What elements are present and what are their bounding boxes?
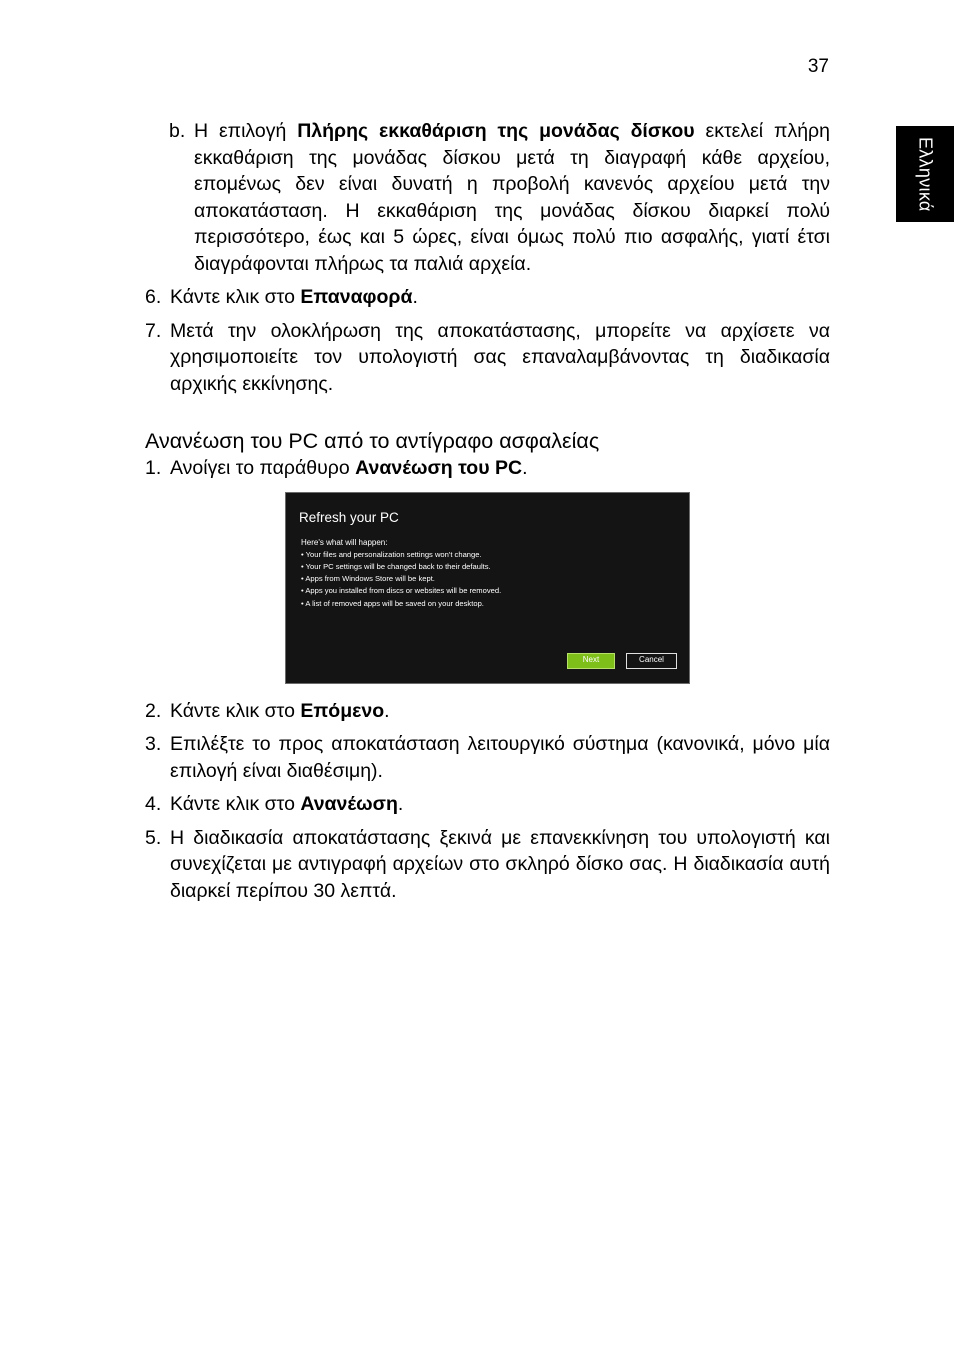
- list-item: • Your PC settings will be changed back to their defaults.: [301, 561, 491, 571]
- list-item: • Your files and personalization settings won't change.: [301, 549, 482, 559]
- page-content: [145, 118, 830, 904]
- list-marker: 4.: [145, 793, 162, 815]
- list-item-6: [145, 284, 830, 311]
- list-text: Κάντε κλικ στο Επαναφορά.: [170, 286, 418, 308]
- list-text: Επιλέξτε το προς αποκατάσταση λειτουργικό σύστημα (κανονικά, μόνο μία επιλογή είναι διαθέσιμη).: [170, 733, 830, 782]
- list-item-3: [145, 731, 830, 784]
- list-item-1: [145, 455, 830, 482]
- list-text: Μετά την ολοκλήρωση της αποκατάστασης, μπορείτε να αρχίσετε να χρησιμοποιείτε τον υπολογιστή σας επαναλαμβάνοντας τη διαδικασία αρχικής εκκίνησης.: [170, 319, 830, 395]
- list-text: Η επιλογή Πλήρης εκκαθάριση της μονάδας δίσκου εκτελεί πλήρη εκκαθάριση της μονάδας δίσκου μετά τη διαγραφή κάθε αρχείου, επομένως δεν είναι δυνατή η προβολή κανενός αρχείου μετά την αποκατάσταση. Η εκκαθάριση της μονάδας δίσκου διαρκεί πολύ περισσότερο, έως και 5 ώρες, είναι όμως πολύ πιο ασφαλής, γιατί έτσι διαγράφονται πλήρως τα παλιά αρχεία.: [194, 120, 830, 275]
- refresh-pc-screenshot: [285, 492, 690, 684]
- list-item-7: [145, 318, 830, 398]
- list-item: • A list of removed apps will be saved on your desktop.: [301, 598, 484, 608]
- list-text: Η διαδικασία αποκατάστασης ξεκινά με επανεκκίνηση του υπολογιστή και συνεχίζεται με αντιγραφή αρχείων στο σκληρό δίσκο σας. Η διαδικασία αυτή διαρκεί περίπου 30 λεπτά.: [170, 826, 830, 902]
- bold-term: Ανανέωση: [300, 793, 398, 815]
- list-marker: b.: [169, 120, 186, 142]
- list-marker: 7.: [145, 319, 162, 342]
- list-text: Κάντε κλικ στο Ανανέωση.: [170, 793, 404, 815]
- bold-term: Επόμενο: [300, 699, 385, 722]
- list-item-5: [145, 825, 830, 905]
- bold-term: Πλήρης εκκαθάριση της μονάδας δίσκου: [297, 120, 695, 142]
- language-tab-label: Ελληνικά: [915, 136, 936, 212]
- dialog-bullet-list: [301, 549, 501, 610]
- list-marker: 3.: [145, 733, 162, 755]
- language-tab: [896, 126, 954, 222]
- list-marker: 2.: [145, 699, 162, 722]
- list-item: • Apps you installed from discs or websites will be removed.: [301, 586, 502, 596]
- section-heading: Ανανέωση του PC από το αντίγραφο ασφαλείας: [145, 429, 600, 453]
- list-marker: 1.: [145, 457, 162, 479]
- list-text: Ανοίγει το παράθυρο Ανανέωση του PC.: [170, 457, 528, 479]
- cancel-button[interactable]: Cancel: [626, 653, 677, 669]
- list-item-2: [145, 698, 830, 725]
- list-text: Κάντε κλικ στο Επόμενο.: [170, 699, 390, 722]
- page-number: 37: [807, 56, 829, 77]
- next-button[interactable]: Next: [567, 653, 615, 669]
- bold-term: Ανανέωση του PC: [355, 457, 523, 479]
- list-item-b: [145, 118, 830, 277]
- list-marker: 5.: [145, 826, 162, 849]
- bold-term: Επαναφορά: [300, 286, 413, 308]
- list-item-4: [145, 791, 830, 818]
- dialog-title: Refresh your PC: [299, 509, 399, 525]
- dialog-subtitle: Here's what will happen:: [301, 537, 388, 547]
- list-item: • Apps from Windows Store will be kept.: [301, 574, 435, 584]
- list-marker: 6.: [145, 286, 162, 308]
